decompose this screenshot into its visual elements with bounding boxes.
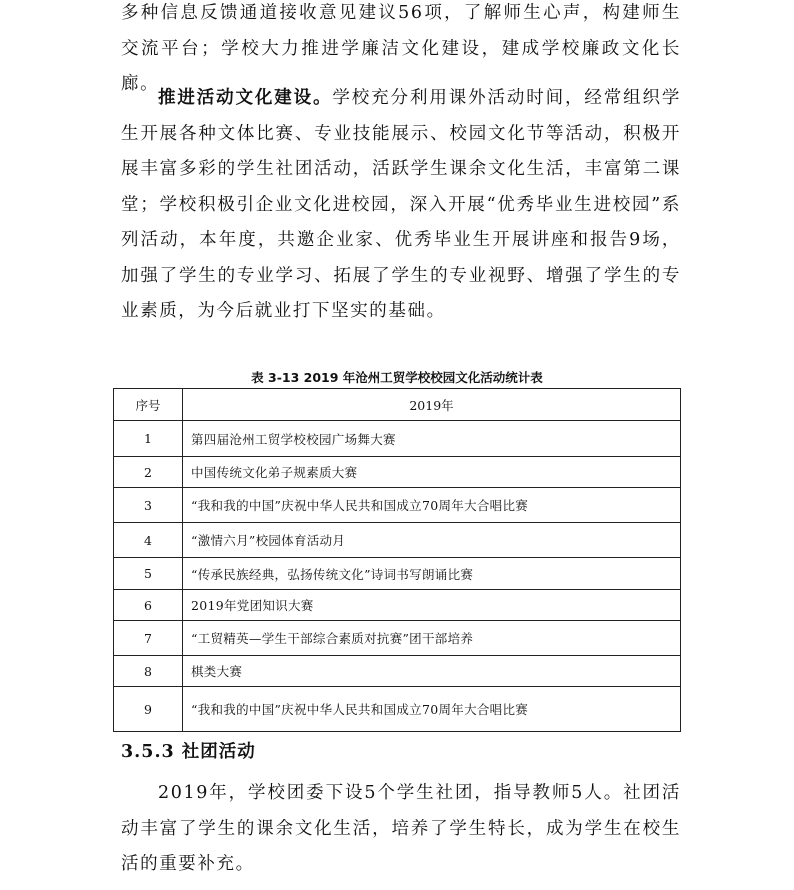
row-activity: 第四届沧州工贸学校校园广场舞大赛 [183, 421, 681, 457]
table-caption: 表 3-13 2019 年沧州工贸学校校园文化活动统计表 [251, 370, 543, 385]
paragraph-body: 学校充分利用课外活动时间，经常组织学生开展各种文体比赛、专业技能展示、校园文化节等活动，积极开展丰富多彩的学生社团活动，活跃学生课余文化生活，丰富第二课堂；学校积极引企业文化进校园，深入开展“优秀毕业生进校园”系列活动，本年度，共邀企业家、优秀毕业生开展讲座和报告9场，加强了学生的专业学习、拓展了学生的专业视野、增强了学生的专业素质，为今后就业打下坚实的基础。 [121, 88, 682, 321]
row-number: 7 [114, 621, 183, 656]
table-row [114, 523, 681, 558]
header-index: 序号 [114, 389, 183, 421]
row-activity: “工贸精英—学生干部综合素质对抗赛”团干部培养 [183, 621, 681, 656]
table-row [114, 488, 681, 523]
paragraph-feedback-channels: 多种信息反馈通道接收意见建议56项，了解师生心声，构建师生交流平台；学校大力推进学廉洁文化建设，建成学校廉政文化长廊。 [121, 3, 681, 94]
activity-statistics-table [113, 388, 681, 732]
table-row [114, 421, 681, 457]
row-number: 3 [114, 488, 183, 523]
row-activity: “激情六月”校园体育活动月 [183, 523, 681, 558]
table-row [114, 621, 681, 656]
row-activity: 2019年党团知识大赛 [183, 590, 681, 621]
table-header-row [114, 389, 681, 421]
table-row [114, 687, 681, 732]
table-row [114, 558, 681, 590]
row-number: 6 [114, 590, 183, 621]
table-row [114, 457, 681, 488]
row-activity: “传承民族经典，弘扬传统文化”诗词书写朗诵比赛 [183, 558, 681, 590]
section-heading: 3.5.3 社团活动 [121, 742, 256, 762]
row-number: 2 [114, 457, 183, 488]
paragraph-clubs: 2019年，学校团委下设5个学生社团，指导教师5人。社团活动丰富了学生的课余文化生活，培养了学生特长，成为学生在校生活的重要补充。 [121, 783, 681, 874]
row-activity: “我和我的中国”庆祝中华人民共和国成立70周年大合唱比赛 [183, 488, 681, 523]
header-year: 2019年 [183, 389, 681, 421]
row-number: 8 [114, 656, 183, 687]
paragraph-lead-bold: 推进活动文化建设。 [158, 88, 333, 108]
row-activity: “我和我的中国”庆祝中华人民共和国成立70周年大合唱比赛 [183, 687, 681, 732]
paragraph-activity-culture [121, 81, 681, 330]
table-row [114, 590, 681, 621]
row-activity: 中国传统文化弟子规素质大赛 [183, 457, 681, 488]
table-row [114, 656, 681, 687]
row-activity: 棋类大赛 [183, 656, 681, 687]
row-number: 1 [114, 421, 183, 457]
row-number: 9 [114, 687, 183, 732]
row-number: 4 [114, 523, 183, 558]
row-number: 5 [114, 558, 183, 590]
